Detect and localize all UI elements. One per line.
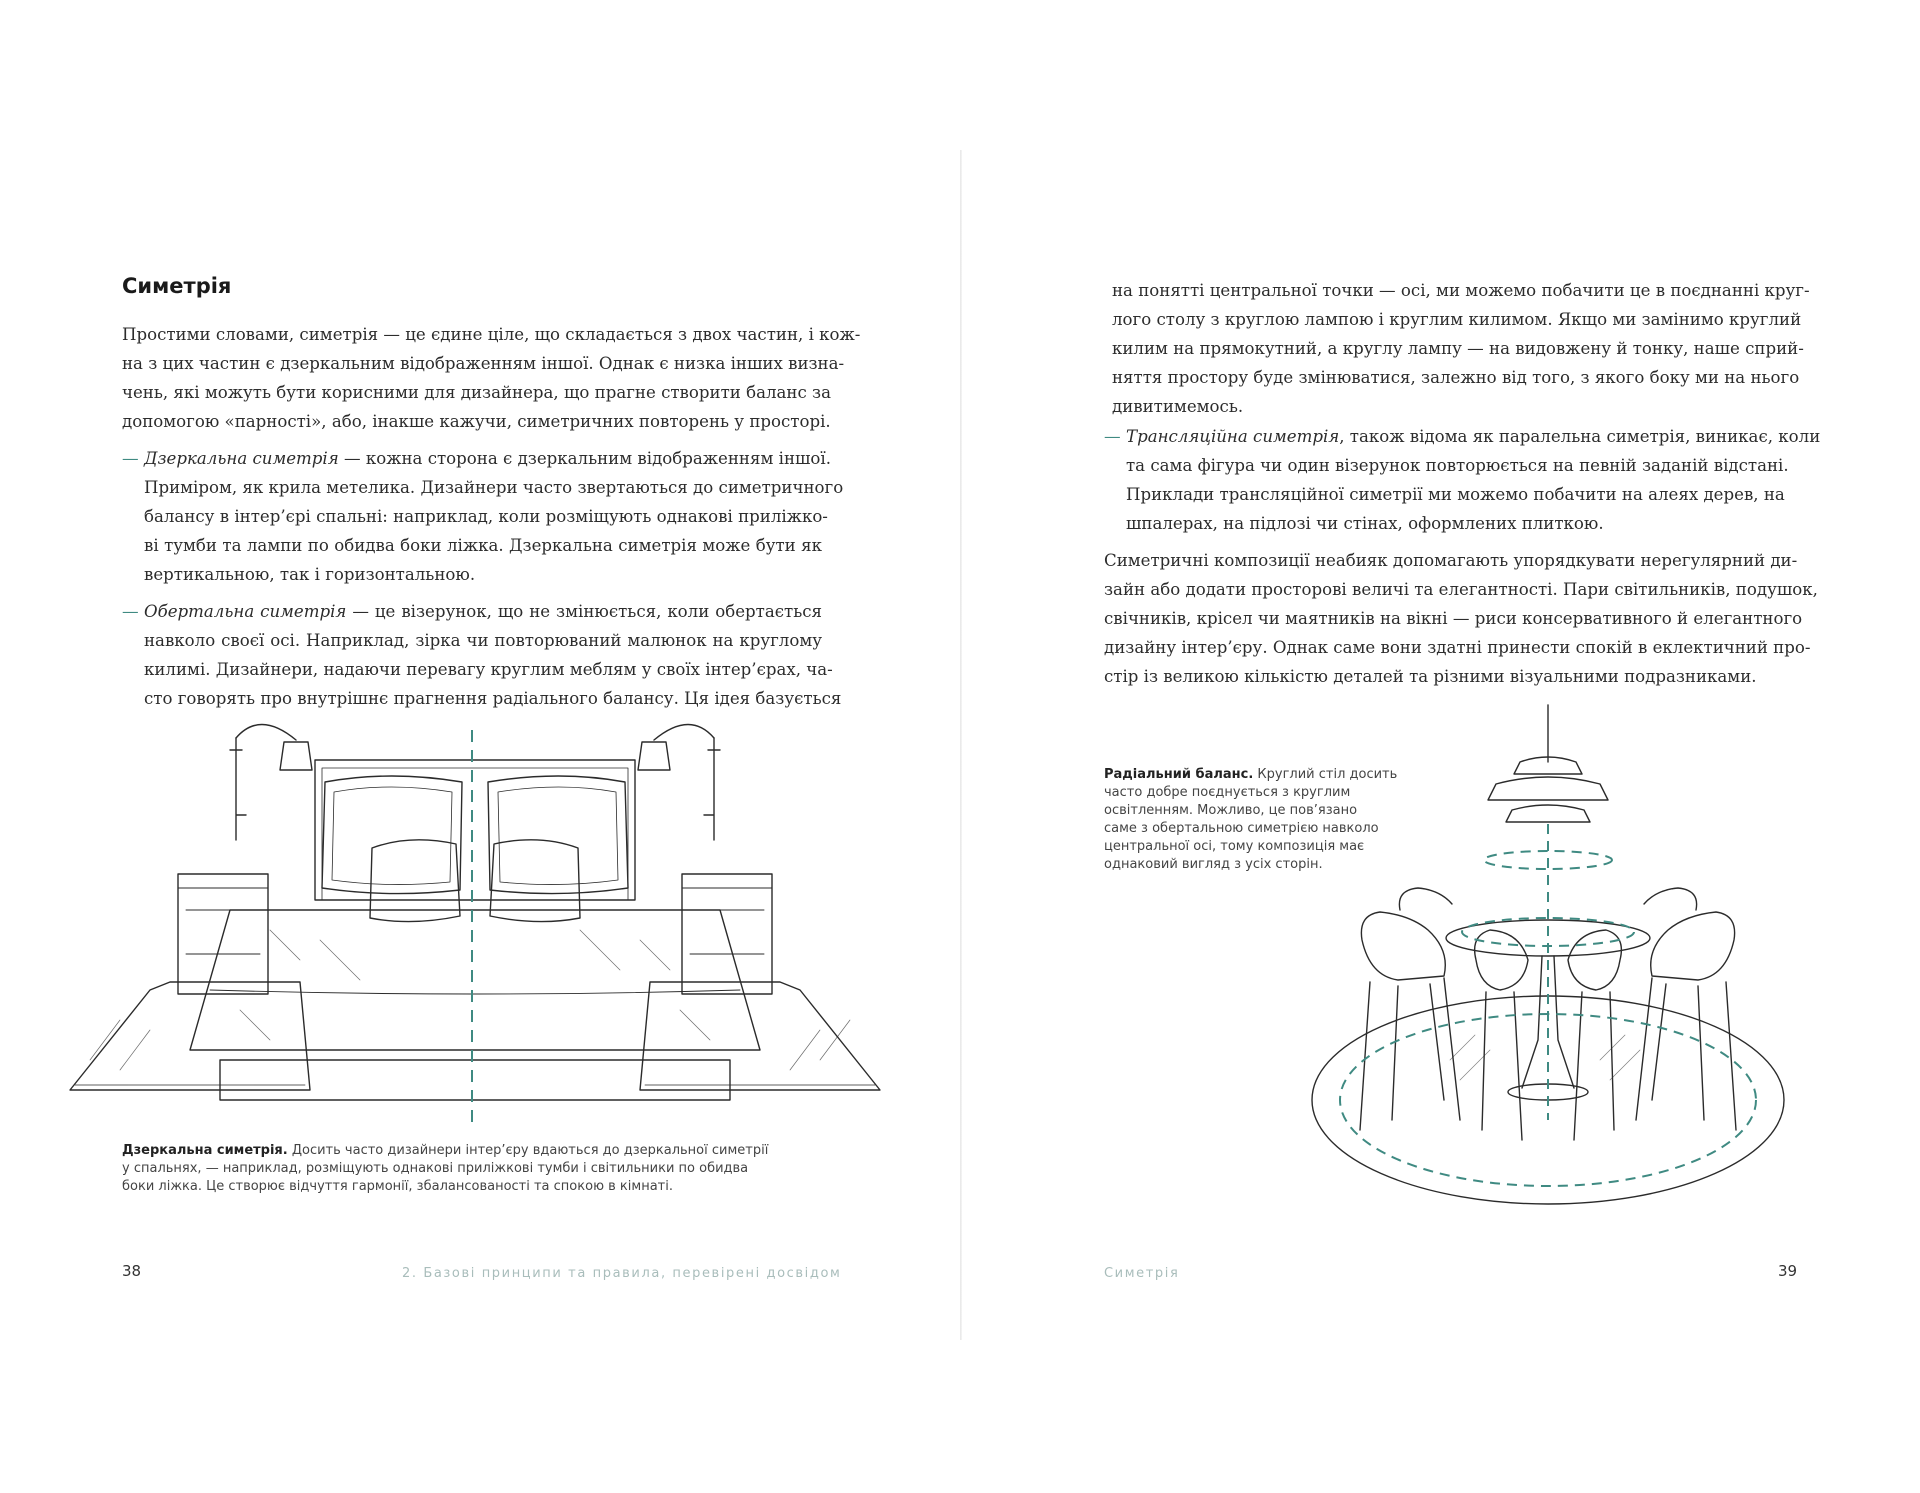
closing-paragraph [1104, 546, 1818, 691]
section-heading: Симетрія [122, 274, 232, 298]
text-line: Симетричні композиції неабияк допомагають упорядкувати нерегулярний ди- [1104, 551, 1798, 570]
text-line: свічників, крісел чи маятників на вікні — риси консервативного й елегантного [1104, 609, 1803, 628]
caption-line [122, 1142, 768, 1160]
caption-line: боки ліжка. Це створює відчуття гармонії, збалансованості та спокою в кімнаті. [122, 1179, 673, 1194]
caption-line: часто добре поєднується з круглим [1104, 785, 1351, 800]
text-line: чень, які можуть бути корисними для дизайнера, що прагне створити баланс за [122, 383, 831, 402]
text-line: на понятті центральної точки — осі, ми можемо побачити це в поєднанні круг- [1112, 281, 1810, 300]
text-span: Досить часто дизайнери інтер’єру вдаються до дзеркальної симетрії [287, 1143, 769, 1158]
dash-marker: — [122, 602, 139, 621]
text-line: допомогою «парності», або, інакше кажучи, симетричних повторень у просторі. [122, 412, 831, 431]
text-span: Круглий стіл досить [1253, 767, 1398, 782]
text-line: на з цих частин є дзеркальним відображенням іншої. Однак є низка інших визна- [122, 354, 845, 373]
text-line: зайн або додати просторові величі та елегантності. Пари світильників, подушок, [1104, 580, 1818, 599]
list-item-translational-symmetry [1104, 422, 1821, 538]
dash-marker: — [122, 449, 139, 468]
left-page [0, 0, 958, 1493]
text-line: ві тумби та лампи по обидва боки ліжка. Дзеркальна симетрія може бути як [144, 536, 822, 555]
text-line: та сама фігура чи один візерунок повторюється на певній заданій відстані. [1126, 456, 1789, 475]
text-line: няття простору буде змінюватися, залежно від того, з якого боку ми на нього [1112, 368, 1800, 387]
text-line: Приміром, як крила метелика. Дизайнери часто звертаються до симетричного [144, 478, 844, 497]
running-head: Симетрія [1104, 1266, 1180, 1281]
body-text-right [1104, 422, 1821, 538]
list-item-mirror-symmetry [122, 444, 844, 589]
text-line: килим на прямокутний, а круглу лампу — на видовжену й тонку, наше сприй- [1112, 339, 1804, 358]
text-span: — це візерунок, що не змінюється, коли обертається [346, 602, 822, 621]
text-span: — кожна сторона є дзеркальним відображенням іншої. [338, 449, 832, 468]
caption-line: саме з обертальною симетрією навколо [1104, 821, 1379, 836]
text-line: навколо своєї осі. Наприклад, зірка чи повторюваний малюнок на круглому [144, 631, 822, 650]
text-line: стір із великою кількістю деталей та різними візуальними подразниками. [1104, 667, 1757, 686]
page-number: 39 [1778, 1262, 1798, 1280]
text-line: шпалерах, на підлозі чи стінах, оформлених плиткою. [1126, 514, 1604, 533]
text-line: килимі. Дизайнери, надаючи перевагу круглим меблям у своїх інтер’єрах, ча- [144, 660, 833, 679]
text-line: Простими словами, симетрія — це єдине ціле, що складається з двох частин, і кож- [122, 325, 861, 344]
text-line [144, 444, 832, 473]
text-line: сто говорять про внутрішнє прагнення радіального балансу. Ця ідея базується [144, 689, 842, 708]
caption-line: у спальнях, — наприклад, розміщують однакові приліжкові тумби і світильники по обидва [122, 1161, 749, 1176]
dining-radial-balance-illustration [1300, 700, 1800, 1220]
term-italic: Дзеркальна симетрія [144, 449, 339, 468]
intro-paragraph [122, 320, 861, 436]
page-number: 38 [122, 1262, 142, 1280]
continuation-paragraph [1112, 276, 1810, 421]
text-line: дизайну інтер’єру. Однак саме вони здатні принести спокій в еклектичний про- [1104, 638, 1811, 657]
figure-caption-left [122, 1142, 768, 1196]
text-line: лого столу з круглою лампою і круглим килимом. Якщо ми замінимо круглий [1112, 310, 1802, 329]
right-page [962, 0, 1920, 1493]
text-line [1126, 422, 1821, 451]
text-line: вертикальною, так і горизонтальною. [144, 565, 476, 584]
text-line [144, 597, 822, 626]
list-item-rotational-symmetry [122, 597, 842, 713]
body-text-left [122, 320, 861, 713]
running-head: 2. Базові принципи та правила, перевірені досвідом [402, 1266, 842, 1281]
caption-title: Радіальний баланс. [1104, 767, 1254, 782]
caption-line: однаковий вигляд з усіх сторін. [1104, 857, 1323, 872]
caption-line: освітленням. Можливо, це пов’язано [1104, 803, 1358, 818]
caption-line: центральної осі, тому композиція має [1104, 839, 1365, 854]
text-line: Приклади трансляційної симетрії ми можемо побачити на алеях дерев, на [1126, 485, 1785, 504]
caption-title: Дзеркальна симетрія. [122, 1143, 288, 1158]
bedroom-mirror-symmetry-illustration [60, 720, 890, 1130]
text-line: дивитимемось. [1112, 397, 1244, 416]
term-italic: Обертальна симетрія [144, 602, 347, 621]
text-span: , також відома як паралельна симетрія, виникає, коли [1339, 427, 1821, 446]
term-italic: Трансляційна симетрія [1126, 427, 1340, 446]
text-line: балансу в інтер’єрі спальні: наприклад, коли розміщують однакові приліжко- [144, 507, 828, 526]
dash-marker: — [1104, 427, 1121, 446]
